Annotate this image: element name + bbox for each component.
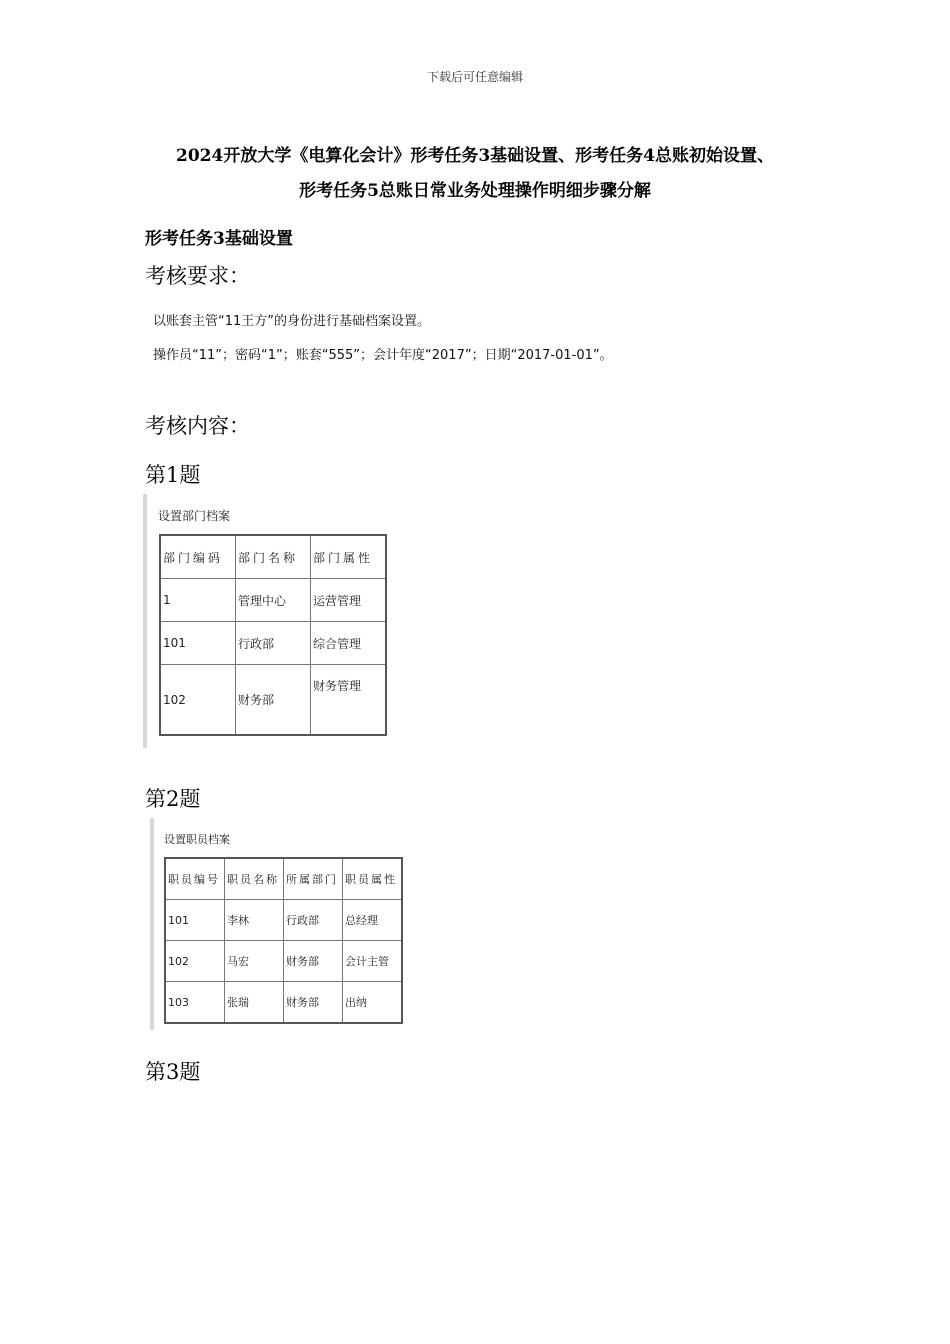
table-cell: 财务部 xyxy=(284,941,343,982)
page-header-note: 下载后可任意编辑 xyxy=(426,70,523,84)
table-row xyxy=(160,622,386,665)
table-header-cell: 职员属性 xyxy=(343,858,403,900)
table-row xyxy=(160,579,386,622)
table-cell: 102 xyxy=(160,665,236,736)
employee-table xyxy=(164,857,403,1024)
table-header-cell: 部门名称 xyxy=(236,535,311,579)
department-table xyxy=(159,534,387,736)
table-cell: 张瑞 xyxy=(225,982,284,1024)
table-cell: 财务部 xyxy=(236,665,311,736)
screenshot-border xyxy=(143,494,147,748)
section-heading: 形考任务3基础设置 xyxy=(145,229,293,249)
requirements-label: 考核要求： xyxy=(145,264,250,288)
table-cell: 运营管理 xyxy=(311,579,387,622)
table-cell: 财务管理 xyxy=(311,665,387,736)
requirements-line-1: 以账套主管“11王方”的身份进行基础档案设置。 xyxy=(153,314,431,329)
table-row xyxy=(165,900,402,941)
table-row xyxy=(165,941,402,982)
question-1-screenshot xyxy=(143,494,393,748)
question-3-label: 第3题 xyxy=(145,1060,201,1084)
table-cell: 会计主管 xyxy=(343,941,403,982)
table-cell: 103 xyxy=(165,982,225,1024)
table-header-row xyxy=(165,858,402,900)
question-1-label: 第1题 xyxy=(145,463,201,487)
employee-table-caption: 设置职员档案 xyxy=(164,833,230,846)
table-cell: 管理中心 xyxy=(236,579,311,622)
screenshot-border xyxy=(150,818,154,1030)
table-header-cell: 所属部门 xyxy=(284,858,343,900)
question-2-screenshot xyxy=(150,818,408,1030)
table-cell: 行政部 xyxy=(284,900,343,941)
department-table-caption: 设置部门档案 xyxy=(158,509,231,523)
table-cell: 李林 xyxy=(225,900,284,941)
table-cell: 101 xyxy=(160,622,236,665)
table-cell: 综合管理 xyxy=(311,622,387,665)
table-cell: 出纳 xyxy=(343,982,403,1024)
table-cell: 马宏 xyxy=(225,941,284,982)
table-header-cell: 职员编号 xyxy=(165,858,225,900)
requirements-line-2: 操作员“11”；密码“1”；账套“555”；会计年度“2017”；日期“2017-01-01”。 xyxy=(153,348,613,363)
table-header-cell: 职员名称 xyxy=(225,858,284,900)
table-row xyxy=(165,982,402,1024)
document-title-line-1: 2024开放大学《电算化会计》形考任务3基础设置、形考任务4总账初始设置、 xyxy=(176,146,774,166)
content-label: 考核内容： xyxy=(145,414,250,438)
table-cell: 财务部 xyxy=(284,982,343,1024)
table-header-row xyxy=(160,535,386,579)
question-2-label: 第2题 xyxy=(145,787,201,811)
table-cell: 102 xyxy=(165,941,225,982)
table-row xyxy=(160,665,386,736)
table-cell: 101 xyxy=(165,900,225,941)
table-cell: 行政部 xyxy=(236,622,311,665)
table-cell: 1 xyxy=(160,579,236,622)
document-title-line-2: 形考任务5总账日常业务处理操作明细步骤分解 xyxy=(299,181,651,201)
table-header-cell: 部门编码 xyxy=(160,535,236,579)
table-header-cell: 部门属性 xyxy=(311,535,387,579)
table-cell: 总经理 xyxy=(343,900,403,941)
